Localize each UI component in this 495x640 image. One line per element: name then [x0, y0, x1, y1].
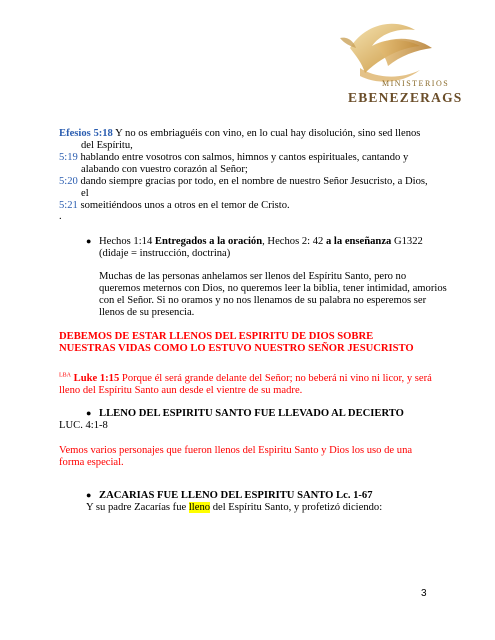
ephesians-verse-20 [59, 175, 428, 188]
bullet2-ref: LUC. 4:1-8 [59, 420, 108, 431]
stray-dot: . [59, 211, 62, 222]
hechos-mid: , Hechos 2: 42 [262, 236, 326, 247]
bullet-icon: ● [86, 236, 92, 246]
bullet-icon: ● [86, 490, 92, 500]
logo-ebenezer-text: EBENEZERAGS [348, 90, 463, 105]
heading-line2: NUESTRAS VIDAS COMO LO ESTUVO NUESTRO SEÑOR JESUCRISTO [59, 343, 414, 354]
luke-text-1: Porque él será grande delante del Señor; no beberá ni vino ni licor, y será [119, 373, 432, 384]
verse-19-text-b: alabando con vuestro corazón al Señor; [81, 164, 248, 175]
didaje-line: (didaje = instrucción, doctrina) [99, 248, 231, 259]
bullet-icon: ● [86, 408, 92, 418]
ministerios-logo [320, 18, 463, 113]
para1-line3: con el Señor. Si no oramos y no nos llenamos de su palabra no esperemos ser [99, 295, 427, 306]
zacarias-text-b: del Espíritu Santo, y profetizó diciendo: [210, 502, 383, 513]
dove-emblem-icon [320, 18, 450, 88]
bullet2-title: LLENO DEL ESPIRITU SANTO FUE LLEVADO AL DECIERTO [99, 408, 404, 419]
para2-line2: forma especial. [59, 457, 124, 468]
lba-superscript: LBA [59, 372, 71, 379]
verse-20-num: 5:20 [59, 176, 78, 187]
verse-19-num: 5:19 [59, 152, 78, 163]
verse-18-text-a: Y no os embriaguéis con vino, en lo cual hay disolución, sino sed llenos [112, 128, 421, 139]
luke-verse-line2: lleno del Espíritu Santo aun desde el vientre de su madre. [59, 385, 303, 396]
verse-21-num: 5:21 [59, 200, 78, 211]
hechos-lead: Hechos 1:14 [99, 236, 155, 247]
highlighted-word: lleno [188, 502, 211, 513]
ephesians-ref-num: 5:18 [93, 128, 113, 139]
page-number: 3 [421, 588, 427, 599]
ephesians-verse-21 [59, 199, 290, 212]
verse-20-text-b: el [81, 188, 89, 199]
hechos-bold-2: a la enseñanza [325, 236, 392, 247]
verse-19-text-a: hablando entre vosotros con salmos, himnos y cantos espirituales, cantando y [77, 152, 409, 163]
para2-line1: Vemos varios personajes que fueron llenos del Espiritu Santo y Dios los uso de una [59, 445, 413, 456]
heading-line1: DEBEMOS DE ESTAR LLENOS DEL ESPIRITU DE DIOS SOBRE [59, 331, 374, 342]
para1-line4: llenos de su presencia. [99, 307, 195, 318]
verse-21-text-a: someitiéndoos unos a otros en el temor de Cristo. [77, 200, 290, 211]
verse-18-text-b: del Espíritu, [81, 140, 133, 151]
zacarias-text-a: Y su padre Zacarías fue [86, 502, 189, 513]
verse-20-text-a: dando siempre gracias por todo, en el nombre de nuestro Señor Jesucristo, a Dios, [77, 176, 428, 187]
hechos-bold-1: Entregados a la oración [154, 236, 263, 247]
para1-line2: queremos meternos con Dios, no queremos leer la biblia, tener intimidad, amorios [99, 283, 447, 294]
para1-line1: Muchas de las personas anhelamos ser llenos del Espíritu Santo, pero no [99, 271, 407, 282]
ephesians-ref: Efesios [59, 128, 91, 139]
hechos-tail: G1322 [391, 236, 423, 247]
zacarias-line [86, 501, 382, 514]
bullet3-title: ZACARIAS FUE LLENO DEL ESPIRITU SANTO Lc. 1-67 [99, 490, 373, 501]
luke-ref: Luke 1:15 [71, 373, 120, 384]
logo-ministerios-text: MINISTERIOS [382, 79, 450, 88]
